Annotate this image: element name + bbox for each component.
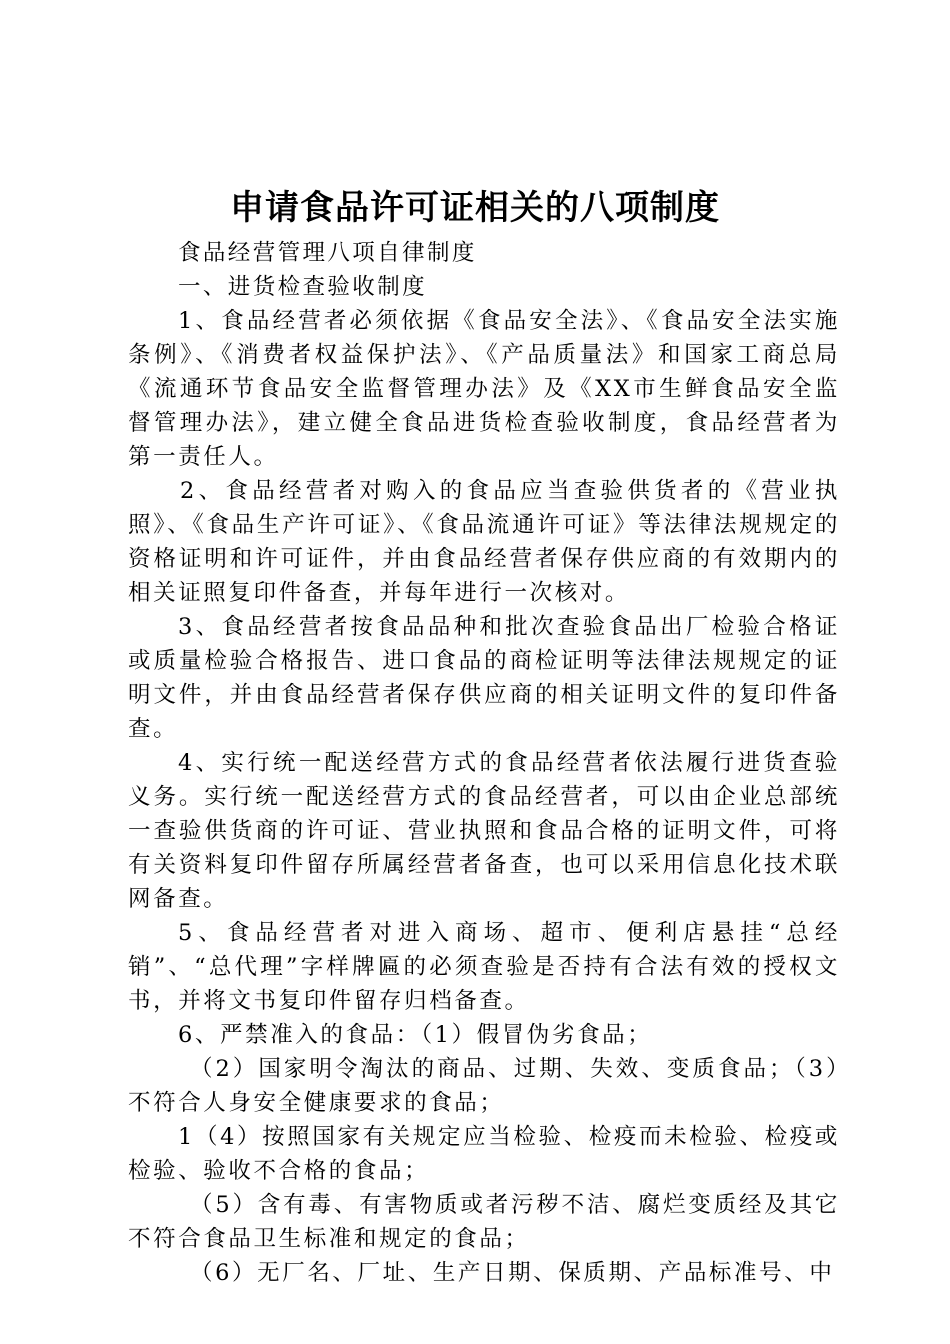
paragraph: 5、食品经营者对进入商场、超市、便利店悬挂“总经销”、“总代理”字样牌匾的必须查验是否持有合法有效的授权文书，并将文书复印件留存归档备查。 xyxy=(128,920,840,1014)
paragraph: 6、严禁准入的食品：（1）假冒伪劣食品； xyxy=(178,1022,653,1048)
document-subtitle: 食品经营管理八项自律制度 xyxy=(178,240,477,266)
paragraph: （6）无厂名、厂址、生产日期、保质期、产品标准号、中 xyxy=(190,1260,835,1286)
section-heading: 一、进货检查验收制度 xyxy=(178,274,428,300)
paragraph: 1、食品经营者必须依据《食品安全法》、《食品安全法实施条例》、《消费者权益保护法》、《产品质量法》和国家工商总局《流通环节食品安全监督管理办法》及《XX市生鲜食品安全监督管理办法》，建立健全食品进货检查验收制度，食品经营者为第一责任人。 xyxy=(128,308,840,470)
paragraph: 4、实行统一配送经营方式的食品经营者依法履行进货查验义务。实行统一配送经营方式的食品经营者，可以由企业总部统一查验供货商的许可证、营业执照和食品合格的证明文件，可将有关资料复印件留存所属经营者备查，也可以采用信息化技术联网备查。 xyxy=(128,750,840,912)
paragraph: 2、食品经营者对购入的食品应当查验供货者的《营业执照》、《食品生产许可证》、《食品流通许可证》等法律法规规定的资格证明和许可证件，并由食品经营者保存供应商的有效期内的相关证照复印件备查，并每年进行一次核对。 xyxy=(128,478,840,606)
paragraph: 1（4）按照国家有关规定应当检验、检疫而未检验、检疫或检验、验收不合格的食品； xyxy=(128,1124,840,1184)
document-body xyxy=(128,236,840,1290)
paragraph: 3、食品经营者按食品品种和批次查验食品出厂检验合格证或质量检验合格报告、进口食品的商检证明等法律法规规定的证明文件，并由食品经营者保存供应商的相关证明文件的复印件备查。 xyxy=(128,614,840,742)
paragraph: （2）国家明令淘汰的商品、过期、失效、变质食品；（3）不符合人身安全健康要求的食品； xyxy=(128,1056,840,1116)
document-title: 申请食品许可证相关的八项制度 xyxy=(230,188,720,228)
paragraph: （5）含有毒、有害物质或者污秽不洁、腐烂变质经及其它不符合食品卫生标准和规定的食品； xyxy=(128,1192,840,1252)
